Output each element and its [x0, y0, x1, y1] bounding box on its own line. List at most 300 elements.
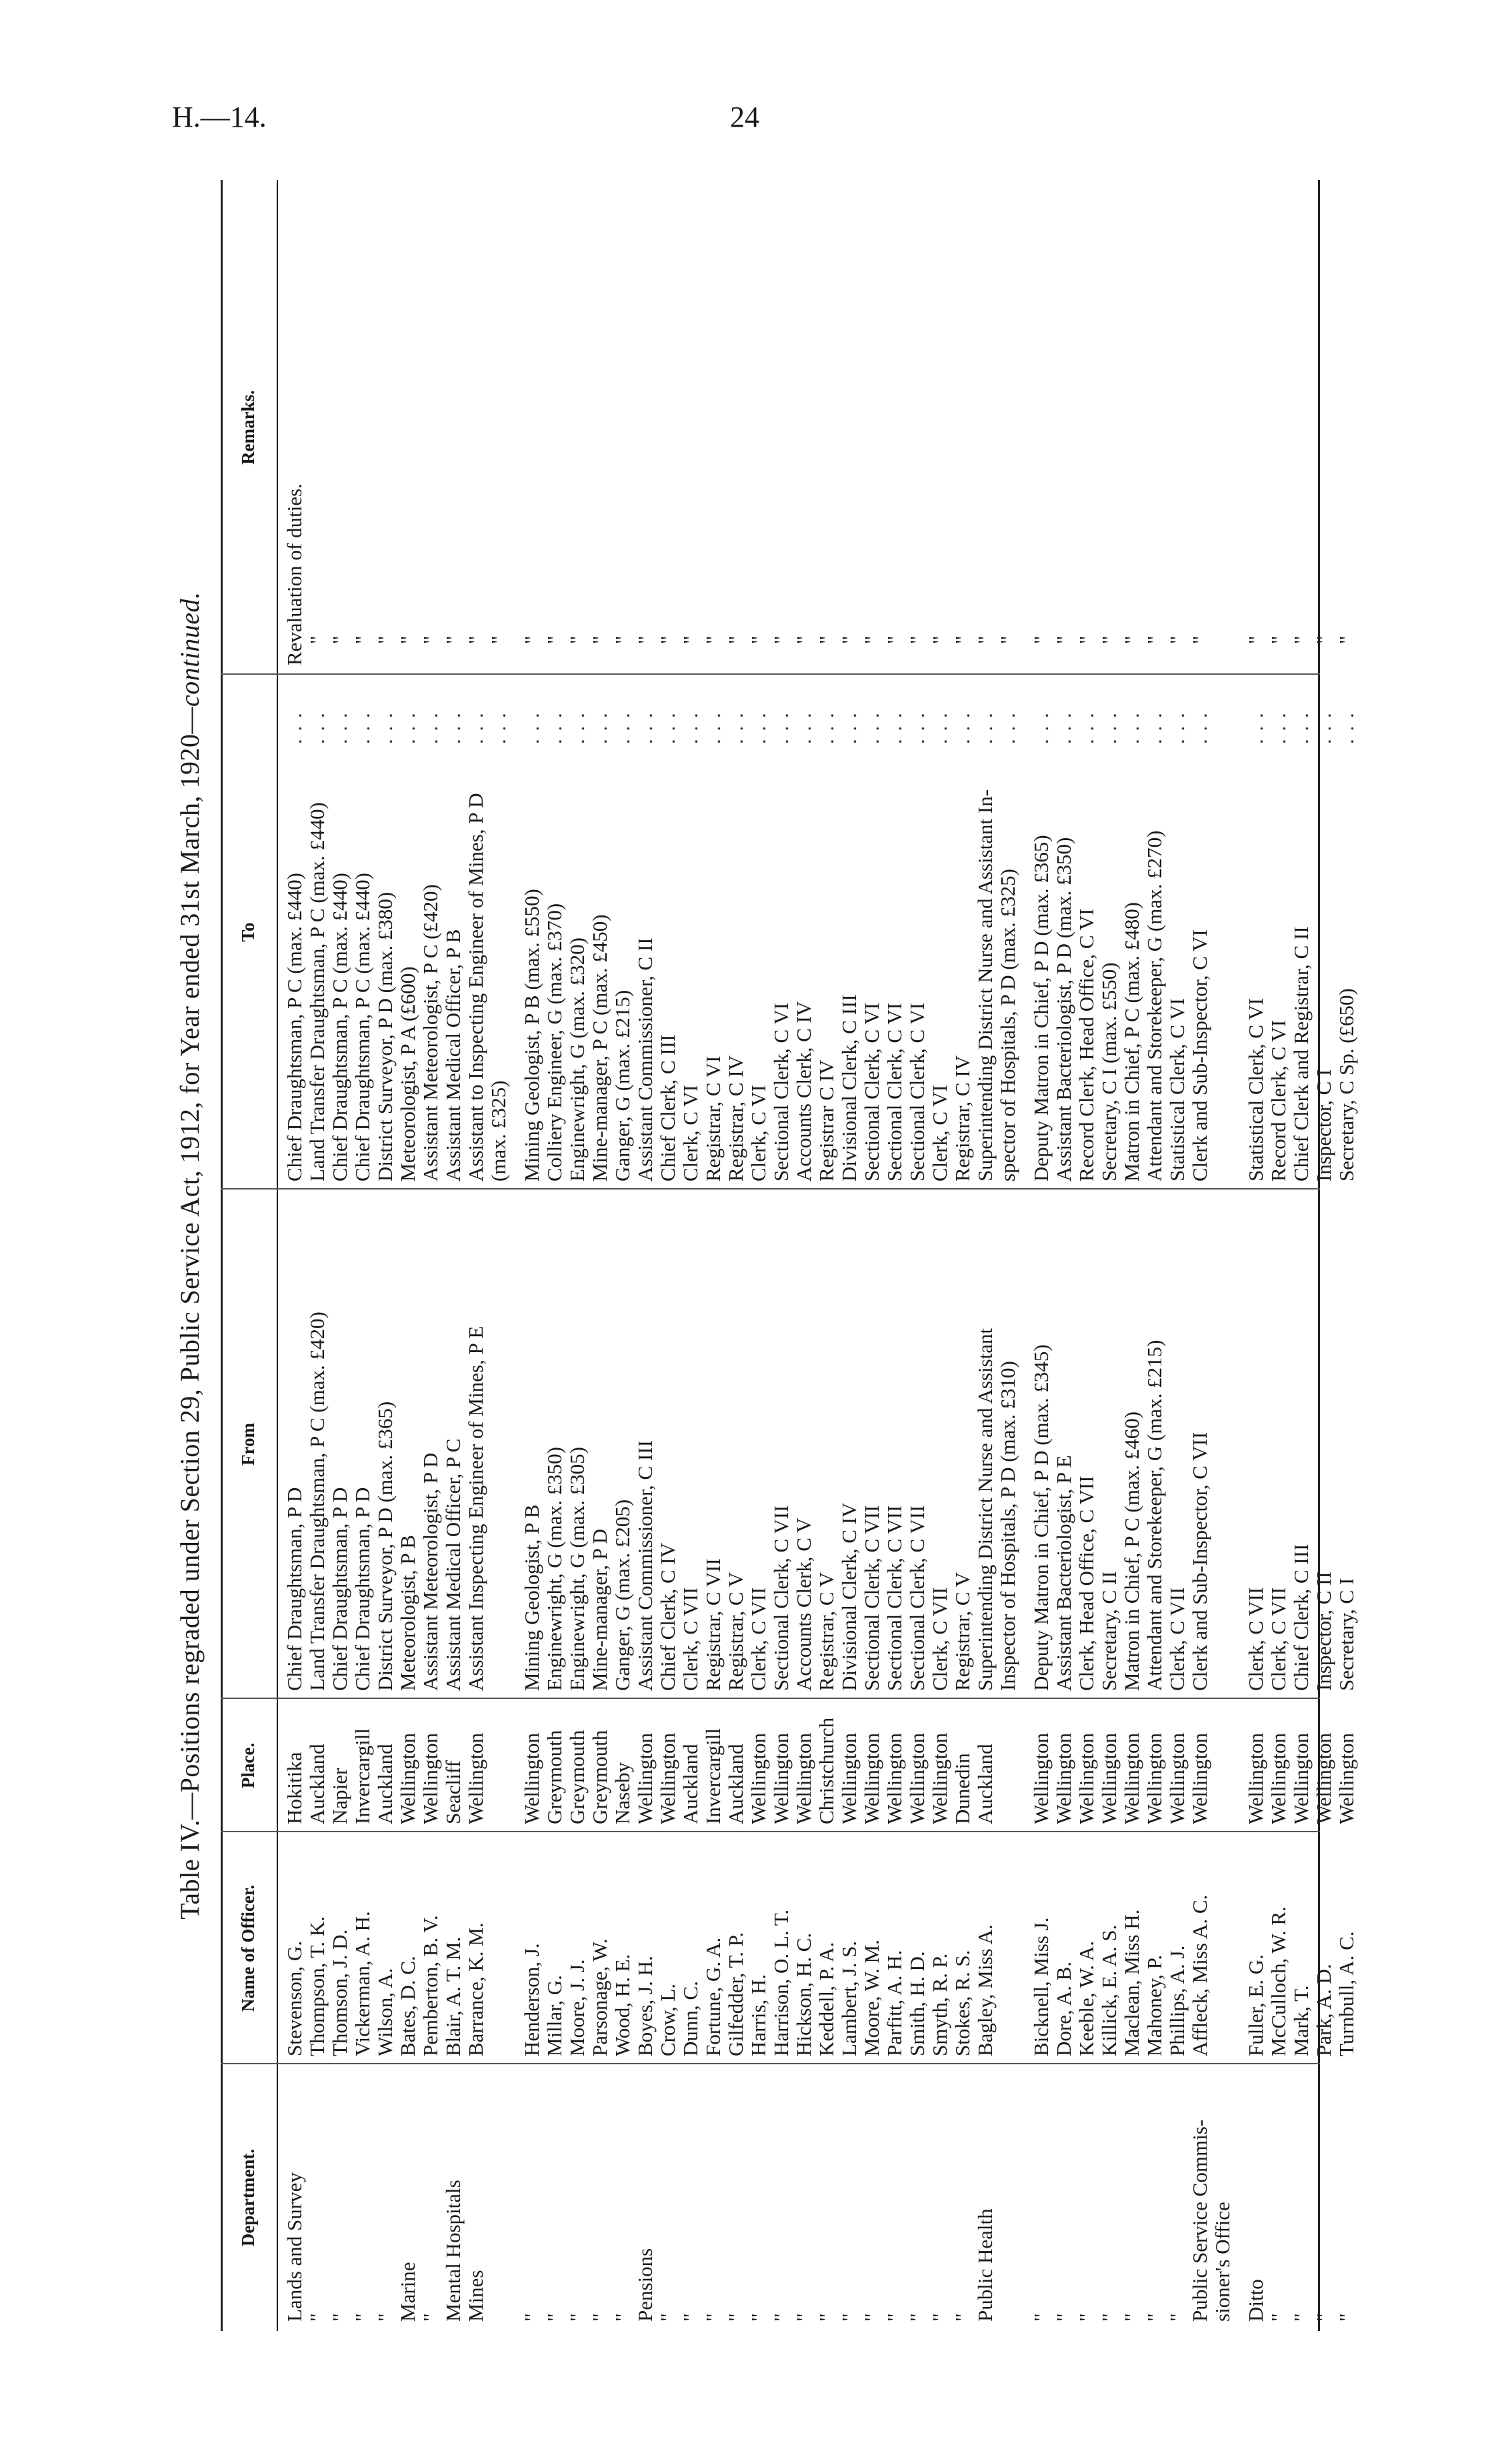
cell-from: Mine-manager, P D: [588, 1529, 611, 1691]
cell-name: Crow, L.: [656, 1983, 679, 2056]
cell-to: Assistant Bacteriologist, P D (max. £350): [1052, 837, 1075, 1181]
cell-dept: ": [1143, 2313, 1166, 2322]
cell-dept: ": [792, 2313, 815, 2322]
col-header-department: Department.: [238, 2148, 258, 2247]
cell-dept: ": [679, 2313, 702, 2322]
cell-from: Attendant and Storekeeper, G (max. £215): [1143, 1340, 1166, 1691]
cell-name: Harris, H.: [747, 1974, 770, 2056]
cell-name: Dunn, C.: [679, 1981, 702, 2056]
cell-dept: ": [883, 2313, 906, 2322]
cell-name: Bicknell, Miss J.: [1029, 1917, 1053, 2056]
cell-place: Wellington: [792, 1733, 815, 1824]
cell-from: Ganger, G (max. £205): [611, 1499, 634, 1691]
cell-place: Seacliff: [441, 1760, 465, 1824]
cell-dept: Pensions: [633, 2248, 657, 2322]
cell-from: District Surveyor, P D (max. £365): [373, 1401, 397, 1691]
table-title: [163, 180, 217, 2331]
remarks-ditto-mark: ": [588, 635, 611, 644]
positions-table: [221, 180, 1358, 2331]
cell-name: Dore, A. B.: [1052, 1961, 1075, 2056]
cell-from: Mining Geologist, P B: [520, 1504, 543, 1691]
remarks-ditto-mark: ": [565, 635, 589, 644]
cell-dept: ": [588, 2313, 611, 2322]
cell-from: Clerk, Head Office, C VII: [1075, 1476, 1098, 1691]
cell-from: Registrar, C V: [724, 1572, 747, 1691]
cell-to: Assistant Meteorologist, P C (£420): [419, 884, 442, 1181]
cell-place: Wellington: [419, 1733, 442, 1824]
cell-name: Henderson, J.: [520, 1943, 543, 2056]
remarks-revaluation: Revaluation of duties.: [283, 483, 306, 665]
cell-from: Clerk, C VII: [1165, 1587, 1189, 1691]
dot-leader: . . .: [996, 711, 1019, 744]
cell-to: Clerk, C VI: [679, 1085, 702, 1181]
dot-leader: . . .: [1120, 711, 1143, 744]
cell-to: Clerk, C VI: [928, 1085, 951, 1181]
cell-from: Meteorologist, P B: [396, 1535, 419, 1691]
column-divider: [221, 1831, 1320, 1832]
cell-dept: ": [1029, 2313, 1053, 2322]
cell-to: Clerk, C VI: [747, 1085, 770, 1181]
cell-name: Smyth, R. P.: [928, 1953, 951, 2056]
col-header-remarks: Remarks.: [238, 390, 258, 465]
dot-leader: . . .: [520, 711, 543, 744]
cell-dept: ": [1267, 2313, 1290, 2322]
cell-to: Sectional Clerk, C VI: [883, 1002, 906, 1181]
remarks-ditto-mark: ": [543, 635, 566, 644]
cell-from: Assistant Meteorologist, P D: [419, 1452, 442, 1691]
column-divider: [221, 2063, 1320, 2064]
cell-place: Auckland: [373, 1744, 397, 1824]
cell-name: Bates, D. C.: [396, 1956, 419, 2056]
cell-dept: ": [951, 2313, 974, 2322]
cell-place: Naseby: [611, 1762, 634, 1824]
cell-from: Divisional Clerk, C IV: [837, 1502, 861, 1691]
cell-from: Inspector, C II: [1312, 1572, 1335, 1691]
cell-place: Napier: [328, 1768, 351, 1824]
dot-leader: . . .: [588, 711, 611, 744]
cell-from: Registrar, C V: [815, 1572, 838, 1691]
cell-from: Accounts Clerk, C V: [792, 1518, 815, 1691]
cell-name: Lambert, J. S.: [837, 1940, 861, 2056]
dot-leader: . . .: [1029, 711, 1053, 744]
cell-name: Pemberton, B. V.: [419, 1915, 442, 2056]
dot-leader: . . .: [1267, 711, 1290, 744]
cell-from: Chief Clerk, C IV: [656, 1542, 679, 1691]
dot-leader: . . .: [441, 711, 465, 744]
remarks-ditto-mark: ": [1188, 635, 1211, 644]
cell-to: Statistical Clerk, C VI: [1165, 998, 1189, 1181]
cell-place: Wellington: [837, 1733, 861, 1824]
cell-name: Maclean, Miss H.: [1120, 1909, 1143, 2056]
cell-from: Registrar, C VII: [701, 1558, 725, 1691]
cell-dept: ": [520, 2313, 543, 2322]
remarks-ditto-mark: ": [419, 635, 442, 644]
dot-leader: . . .: [679, 711, 702, 744]
cell-place: Wellington: [1120, 1733, 1143, 1824]
remarks-ditto-mark: ": [351, 635, 374, 644]
dot-leader: . . .: [1097, 711, 1121, 744]
remarks-ditto-mark: ": [928, 635, 951, 644]
cell-dept: ": [656, 2313, 679, 2322]
dot-leader: . . .: [747, 711, 770, 744]
cell-name: Moore, J. J.: [565, 1959, 589, 2056]
cell-to: Meteorologist, P A (£600): [396, 966, 419, 1181]
cell-from: Deputy Matron in Chief, P D (max. £345): [1029, 1344, 1053, 1691]
dot-leader: . . .: [701, 711, 725, 744]
cell-name: Wilson, A.: [373, 1968, 397, 2056]
cell-dept: sioner's Office: [1211, 2202, 1234, 2322]
cell-dept: ": [419, 2313, 442, 2322]
remarks-ditto-mark: ": [1097, 635, 1121, 644]
cell-from: Enginewright, G (max. £350): [543, 1447, 566, 1691]
remarks-ditto-mark: ": [464, 635, 487, 644]
rotated-table-block: [163, 180, 1358, 2331]
cell-dept: ": [860, 2313, 883, 2322]
col-header-to: To: [238, 922, 258, 942]
cell-from: Sectional Clerk, C VII: [769, 1505, 793, 1691]
cell-dept: ": [565, 2313, 589, 2322]
cell-from: Assistant Commissioner, C III: [633, 1440, 657, 1691]
cell-place: Wellington: [464, 1733, 487, 1824]
cell-place: Wellington: [860, 1733, 883, 1824]
remarks-ditto-mark: ": [373, 635, 397, 644]
cell-to: Assistant Medical Officer, P B: [441, 929, 465, 1181]
dot-leader: . . .: [928, 711, 951, 744]
dot-leader: . . .: [543, 711, 566, 744]
cell-dept: Mental Hospitals: [441, 2180, 465, 2322]
col-header-place: Place.: [238, 1742, 258, 1789]
cell-from: Superintending District Nurse and Assistant: [973, 1328, 997, 1691]
cell-to: Secretary, C Sp. (£650): [1335, 988, 1358, 1181]
cell-from: Clerk, C VII: [679, 1587, 702, 1691]
cell-dept: ": [328, 2313, 351, 2322]
cell-to: Land Transfer Draughtsman, P C (max. £440): [305, 802, 329, 1181]
cell-to: (max. £325): [487, 1080, 510, 1181]
remarks-ditto-mark: ": [611, 635, 634, 644]
cell-dept: Mines: [464, 2270, 487, 2322]
cell-place: Wellington: [1075, 1733, 1098, 1824]
cell-to: Chief Draughtsman, P C (max. £440): [328, 873, 351, 1181]
remarks-ditto-mark: ": [328, 635, 351, 644]
remarks-ditto-mark: ": [487, 635, 510, 644]
cell-place: Wellington: [905, 1733, 929, 1824]
cell-name: Gilfedder, T. P.: [724, 1932, 747, 2056]
cell-dept: ": [543, 2313, 566, 2322]
cell-dept: Lands and Survey: [283, 2172, 306, 2322]
cell-dept: ": [928, 2313, 951, 2322]
remarks-ditto-mark: ": [1244, 635, 1267, 644]
cell-name: Keeble, W. A.: [1075, 1940, 1098, 2056]
remarks-ditto-mark: ": [396, 635, 419, 644]
cell-to: Registrar, C IV: [724, 1055, 747, 1181]
remarks-ditto-mark: ": [1075, 635, 1098, 644]
cell-from: Chief Draughtsman, P D: [351, 1487, 374, 1691]
remarks-ditto-mark: ": [815, 635, 838, 644]
cell-from: Assistant Medical Officer, P C: [441, 1438, 465, 1691]
cell-place: Wellington: [747, 1733, 770, 1824]
dot-leader: . . .: [1312, 711, 1335, 744]
cell-name: Turnbull, A. C.: [1335, 1931, 1358, 2056]
cell-name: Keddell, P. A.: [815, 1942, 838, 2056]
cell-name: Mahoney, P.: [1143, 1954, 1166, 2056]
cell-place: Wellington: [520, 1733, 543, 1824]
remarks-ditto-mark: ": [951, 635, 974, 644]
cell-to: Attendant and Storekeeper, G (max. £270): [1143, 830, 1166, 1181]
dot-leader: . . .: [283, 711, 306, 744]
cell-to: Accounts Clerk, C IV: [792, 1001, 815, 1181]
remarks-ditto-mark: ": [747, 635, 770, 644]
column-divider: [221, 1698, 1320, 1699]
cell-dept: ": [305, 2313, 329, 2322]
dot-leader: . . .: [328, 711, 351, 744]
dot-leader: . . .: [1188, 711, 1211, 744]
cell-to: District Surveyor, P D (max. £380): [373, 891, 397, 1181]
dot-leader: . . .: [565, 711, 589, 744]
cell-dept: ": [701, 2313, 725, 2322]
cell-dept: ": [1165, 2313, 1189, 2322]
cell-to: Clerk and Sub-Inspector, C VI: [1188, 929, 1211, 1181]
cell-to: Registrar, C VI: [701, 1055, 725, 1181]
cell-name: Park, A. D.: [1312, 1964, 1335, 2056]
cell-to: Colliery Engineer, G (max. £370): [543, 903, 566, 1181]
cell-place: Wellington: [1267, 1733, 1290, 1824]
cell-from: Secretary, C I: [1335, 1578, 1358, 1691]
cell-place: Wellington: [396, 1733, 419, 1824]
cell-to: Chief Draughtsman, P C (max. £440): [351, 873, 374, 1181]
cell-name: Hickson, H. C.: [792, 1932, 815, 2056]
cell-place: Auckland: [305, 1744, 329, 1824]
remarks-ditto-mark: ": [724, 635, 747, 644]
dot-leader: . . .: [487, 711, 510, 744]
cell-place: Wellington: [633, 1733, 657, 1824]
dot-leader: . . .: [905, 711, 929, 744]
cell-name: Parfitt, A. H.: [883, 1950, 906, 2056]
cell-place: Wellington: [1029, 1733, 1053, 1824]
cell-from: Chief Draughtsman, P D: [283, 1487, 306, 1691]
cell-to: Registrar C IV: [815, 1059, 838, 1181]
cell-name: Stokes, R. S.: [951, 1950, 974, 2056]
cell-to: Sectional Clerk, C VI: [769, 1002, 793, 1181]
cell-place: Wellington: [1312, 1733, 1335, 1824]
cell-to: Chief Clerk, C III: [656, 1034, 679, 1181]
dot-leader: . . .: [724, 711, 747, 744]
cell-to: Secretary, C I (max. £550): [1097, 962, 1121, 1181]
remarks-ditto-mark: ": [792, 635, 815, 644]
cell-place: Wellington: [928, 1733, 951, 1824]
cell-dept: ": [1075, 2313, 1098, 2322]
cell-from: Sectional Clerk, C VII: [905, 1505, 929, 1691]
cell-to: Mine-manager, P C (max. £450): [588, 914, 611, 1181]
col-header-from: From: [238, 1423, 258, 1466]
remarks-ditto-mark: ": [656, 635, 679, 644]
cell-place: Hokitika: [283, 1752, 306, 1824]
cell-dept: ": [611, 2313, 634, 2322]
remarks-ditto-mark: ": [1029, 635, 1053, 644]
remarks-ditto-mark: ": [520, 635, 543, 644]
cell-to: Sectional Clerk, C VI: [905, 1002, 929, 1181]
cell-place: Wellington: [1335, 1733, 1358, 1824]
cell-place: Greymouth: [588, 1730, 611, 1824]
remarks-ditto-mark: ": [769, 635, 793, 644]
remarks-ditto-mark: ": [1335, 635, 1358, 644]
cell-name: Thomson, J. D.: [328, 1929, 351, 2056]
cell-to: Matron in Chief, P C (max. £480): [1120, 901, 1143, 1181]
cell-from: Clerk, C VII: [928, 1587, 951, 1691]
cell-to: Record Clerk, Head Office, C VI: [1075, 908, 1098, 1181]
cell-to: Sectional Clerk, C VI: [860, 1002, 883, 1181]
dot-leader: . . .: [837, 711, 861, 744]
cell-name: Phillips, A. J.: [1165, 1945, 1189, 2056]
cell-to: Record Clerk, C VI: [1267, 1019, 1290, 1181]
cell-dept: ": [1120, 2313, 1143, 2322]
dot-leader: . . .: [815, 711, 838, 744]
dot-leader: . . .: [656, 711, 679, 744]
cell-to: Superintending District Nurse and Assistant In-: [973, 789, 997, 1181]
cell-from: Assistant Inspecting Engineer of Mines, P E: [464, 1326, 487, 1691]
remarks-ditto-mark: ": [679, 635, 702, 644]
dot-leader: . . .: [973, 711, 997, 744]
cell-place: Christchurch: [815, 1717, 838, 1824]
cell-to: spector of Hospitals, P D (max. £325): [996, 869, 1019, 1181]
cell-place: Auckland: [724, 1744, 747, 1824]
cell-to: Assistant Commissioner, C II: [633, 937, 657, 1181]
cell-dept: Public Health: [973, 2208, 997, 2322]
cell-from: Sectional Clerk, C VII: [883, 1505, 906, 1691]
cell-place: Auckland: [973, 1744, 997, 1824]
remarks-ditto-mark: ": [305, 635, 329, 644]
cell-place: Wellington: [1244, 1733, 1267, 1824]
cell-dept: ": [815, 2313, 838, 2322]
cell-place: Greymouth: [565, 1730, 589, 1824]
cell-dept: Ditto: [1244, 2279, 1267, 2322]
cell-dept: ": [1289, 2313, 1313, 2322]
remarks-ditto-mark: ": [1143, 635, 1166, 644]
dot-leader: . . .: [860, 711, 883, 744]
dot-leader: . . .: [305, 711, 329, 744]
column-divider: [221, 673, 1320, 675]
cell-to: Ganger, G (max. £215): [611, 989, 634, 1181]
cell-name: Mark, T.: [1289, 1985, 1313, 2056]
cell-name: Boyes, J. H.: [633, 1956, 657, 2056]
cell-to: Chief Clerk and Registrar, C II: [1289, 926, 1313, 1181]
cell-from: Clerk, C VII: [747, 1587, 770, 1691]
dot-leader: . . .: [1289, 711, 1313, 744]
dot-leader: . . .: [1052, 711, 1075, 744]
dot-leader: . . .: [1165, 711, 1189, 744]
cell-from: Inspector of Hospitals, P D (max. £310): [996, 1361, 1019, 1691]
cell-dept: ": [373, 2313, 397, 2322]
dot-leader: . . .: [464, 711, 487, 744]
remarks-ditto-mark: ": [860, 635, 883, 644]
cell-from: Secretary, C II: [1097, 1571, 1121, 1691]
cell-dept: ": [905, 2313, 929, 2322]
cell-name: Thompson, T. K.: [305, 1916, 329, 2056]
remarks-ditto-mark: ": [1165, 635, 1189, 644]
cell-from: Registrar, C V: [951, 1572, 974, 1691]
remarks-ditto-mark: ": [633, 635, 657, 644]
cell-dept: Public Service Commis-: [1188, 2119, 1211, 2322]
cell-place: Wellington: [1097, 1733, 1121, 1824]
dot-leader: . . .: [792, 711, 815, 744]
cell-place: Invercargill: [701, 1728, 725, 1824]
remarks-ditto-mark: ": [883, 635, 906, 644]
cell-to: Registrar, C IV: [951, 1055, 974, 1181]
cell-place: Wellington: [1165, 1733, 1189, 1824]
cell-place: Invercargill: [351, 1728, 374, 1824]
cell-name: Smith, H. D.: [905, 1951, 929, 2056]
cell-place: Wellington: [769, 1733, 793, 1824]
cell-dept: ": [837, 2313, 861, 2322]
cell-name: Vickerman, A. H.: [351, 1911, 374, 2056]
cell-name: Parsonage, W.: [588, 1938, 611, 2056]
dot-leader: . . .: [1244, 711, 1267, 744]
cell-name: Killick, E. A. S.: [1097, 1924, 1121, 2056]
cell-name: Affleck, Miss A. C.: [1188, 1894, 1211, 2056]
cell-place: Wellington: [1188, 1733, 1211, 1824]
remarks-ditto-mark: ": [1267, 635, 1290, 644]
dot-leader: . . .: [1075, 711, 1098, 744]
column-divider: [221, 1188, 1320, 1189]
cell-from: Sectional Clerk, C VII: [860, 1505, 883, 1691]
cell-dept: ": [747, 2313, 770, 2322]
page-number: 24: [730, 101, 759, 133]
remarks-ditto-mark: ": [1289, 635, 1313, 644]
cell-from: Matron in Chief, P C (max. £460): [1120, 1411, 1143, 1691]
cell-dept: ": [351, 2313, 374, 2322]
cell-place: Wellington: [656, 1733, 679, 1824]
remarks-ditto-mark: ": [837, 635, 861, 644]
page-header-left: H.—14.: [172, 101, 267, 133]
cell-to: Mining Geologist, P B (max. £550): [520, 889, 543, 1181]
cell-to: Deputy Matron in Chief, P D (max. £365): [1029, 835, 1053, 1181]
cell-name: Blair, A. T. M.: [441, 1936, 465, 2056]
remarks-ditto-mark: ": [905, 635, 929, 644]
remarks-ditto-mark: ": [996, 635, 1019, 644]
cell-from: Clerk and Sub-Inspector, C VII: [1188, 1432, 1211, 1691]
dot-leader: . . .: [1335, 711, 1358, 744]
cell-from: Clerk, C VII: [1244, 1587, 1267, 1691]
cell-name: Fuller, E. G.: [1244, 1954, 1267, 2056]
cell-name: Wood, H. E.: [611, 1954, 634, 2056]
remarks-ditto-mark: ": [1052, 635, 1075, 644]
cell-name: Stevenson, G.: [283, 1940, 306, 2056]
table-title-main: Table IV.—Positions regraded under Section 29, Public Service Act, 1912, for Year ended 31st March, 1920—: [175, 707, 205, 1920]
dot-leader: . . .: [419, 711, 442, 744]
cell-place: Greymouth: [543, 1730, 566, 1824]
cell-name: McCulloch, W. R.: [1267, 1906, 1290, 2056]
dot-leader: . . .: [633, 711, 657, 744]
cell-from: Assistant Bacteriologist, P E: [1052, 1455, 1075, 1691]
cell-place: Wellington: [1052, 1733, 1075, 1824]
cell-dept: ": [769, 2313, 793, 2322]
dot-leader: . . .: [396, 711, 419, 744]
cell-to: Statistical Clerk, C VI: [1244, 998, 1267, 1181]
cell-name: Moore, W. M.: [860, 1940, 883, 2056]
cell-from: Land Transfer Draughtsman, P C (max. £420): [305, 1312, 329, 1691]
cell-dept: ": [1097, 2313, 1121, 2322]
dot-leader: . . .: [1143, 711, 1166, 744]
remarks-ditto-mark: ": [1120, 635, 1143, 644]
cell-dept: ": [1312, 2313, 1335, 2322]
cell-from: Enginewright, G (max. £305): [565, 1447, 589, 1691]
cell-place: Wellington: [1289, 1733, 1313, 1824]
cell-to: Enginewright, G (max. £320): [565, 937, 589, 1181]
cell-place: Wellington: [883, 1733, 906, 1824]
cell-from: Chief Draughtsman, P D: [328, 1487, 351, 1691]
remarks-ditto-mark: ": [701, 635, 725, 644]
cell-place: Auckland: [679, 1744, 702, 1824]
dot-leader: . . .: [373, 711, 397, 744]
